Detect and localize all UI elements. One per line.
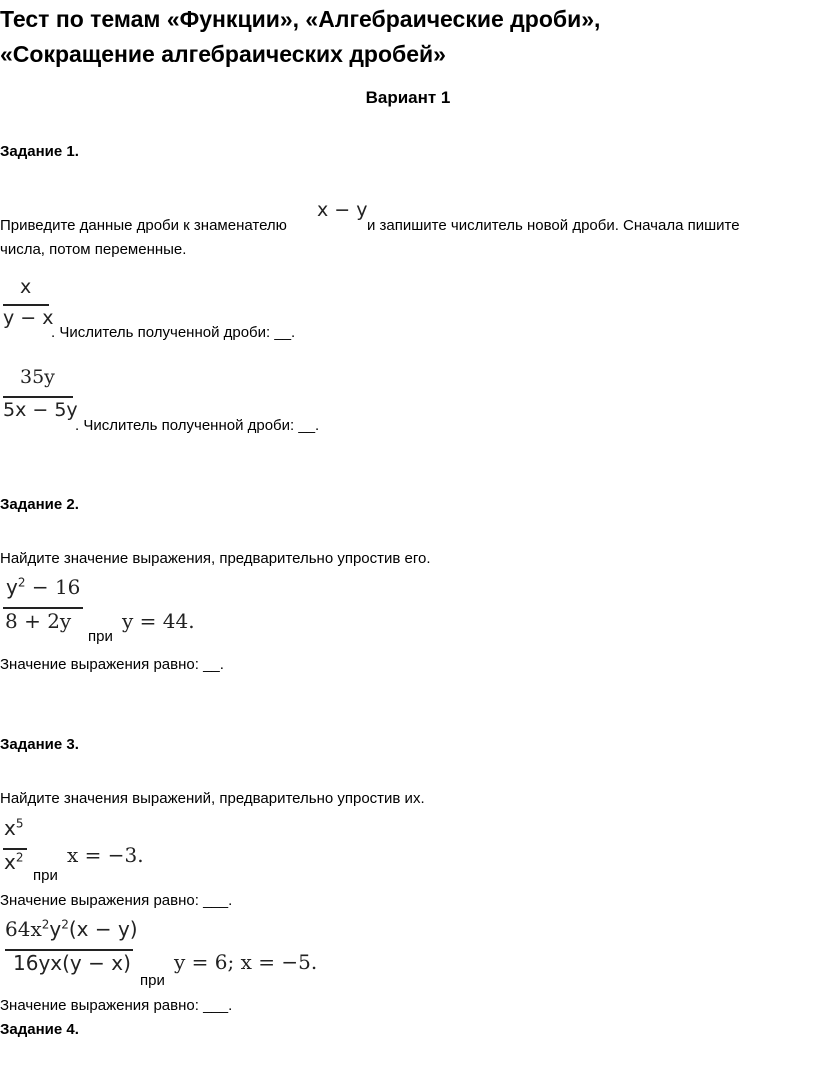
fraction-bar [3,396,73,398]
denominator-base: x [4,850,16,874]
task2-text: Найдите значение выражения, предварительно упростив его. [0,550,431,567]
fraction-denominator [4,850,23,874]
task2-condition: y = 44. [122,609,195,633]
task3-answer-1: Значение выражения равно: ___. [0,892,233,909]
numerator-rest: − 16 [25,575,81,599]
fraction-denominator: 8 + 2y [5,609,72,633]
task3-text: Найдите значения выражений, предварительно упростив их. [0,790,425,807]
task3-pri-1: при [33,867,58,884]
fraction-numerator: 35y [20,366,55,388]
task2-answer: Значение выражения равно: __. [0,656,224,673]
task3-answer-2: Значение выражения равно: ___. [0,997,233,1014]
task1-denominator: x − y [317,199,368,221]
numerator-exponent-a: 2 [41,917,50,932]
fraction-denominator: y − x [3,307,54,329]
fraction-numerator [6,575,80,599]
task3-condition-1: x = −3. [67,843,144,867]
fraction-numerator [4,816,23,840]
task2-fraction [0,573,86,637]
task3-fraction-2 [0,915,140,979]
task1-text-before: Приведите данные дроби к знаменателю [0,217,287,234]
task1-heading: Задание 1. [0,143,79,160]
numerator-part-c: (x − y) [68,917,138,941]
numerator-part-a: 64x [5,917,42,941]
task2-heading: Задание 2. [0,496,79,513]
page-title-line2: «Сокращение алгебраических дробей» [0,41,446,67]
fraction-numerator: x [20,276,32,298]
task1-text-after: и запишите числитель новой дроби. Сначала пишите [367,217,740,234]
page-title-line1: Тест по темам «Функции», «Алгебраические дроби», [0,6,601,32]
task2-pri: при [88,628,113,645]
task4-heading: Задание 4. [0,1021,79,1038]
fraction-numerator [5,917,138,941]
fraction-denominator: 16yx(y − x) [13,951,131,975]
numerator-exponent: 5 [15,816,24,831]
variant-label: Вариант 1 [365,88,451,107]
task3-pri-2: при [140,972,165,989]
task1-fraction-2 [0,366,76,428]
task1-text-line2: числа, потом переменные. [0,241,187,258]
numerator-part-b: y [49,917,62,941]
task1-item2-caption: . Числитель полученной дроби: __. [75,417,320,434]
numerator-base: x [4,816,16,840]
task1-item1-caption: . Числитель полученной дроби: __. [51,324,296,341]
fraction-bar [3,304,49,306]
task3-fraction-1 [0,814,32,878]
fraction-denominator: 5x − 5y [3,399,78,421]
numerator-exponent: 2 [17,575,26,590]
task3-heading: Задание 3. [0,736,79,753]
task1-fraction-1 [0,276,52,336]
numerator-exponent-b: 2 [61,917,69,932]
denominator-exponent: 2 [15,850,24,865]
numerator-base: y [6,575,18,599]
task3-condition-2: y = 6; x = −5. [174,950,318,974]
